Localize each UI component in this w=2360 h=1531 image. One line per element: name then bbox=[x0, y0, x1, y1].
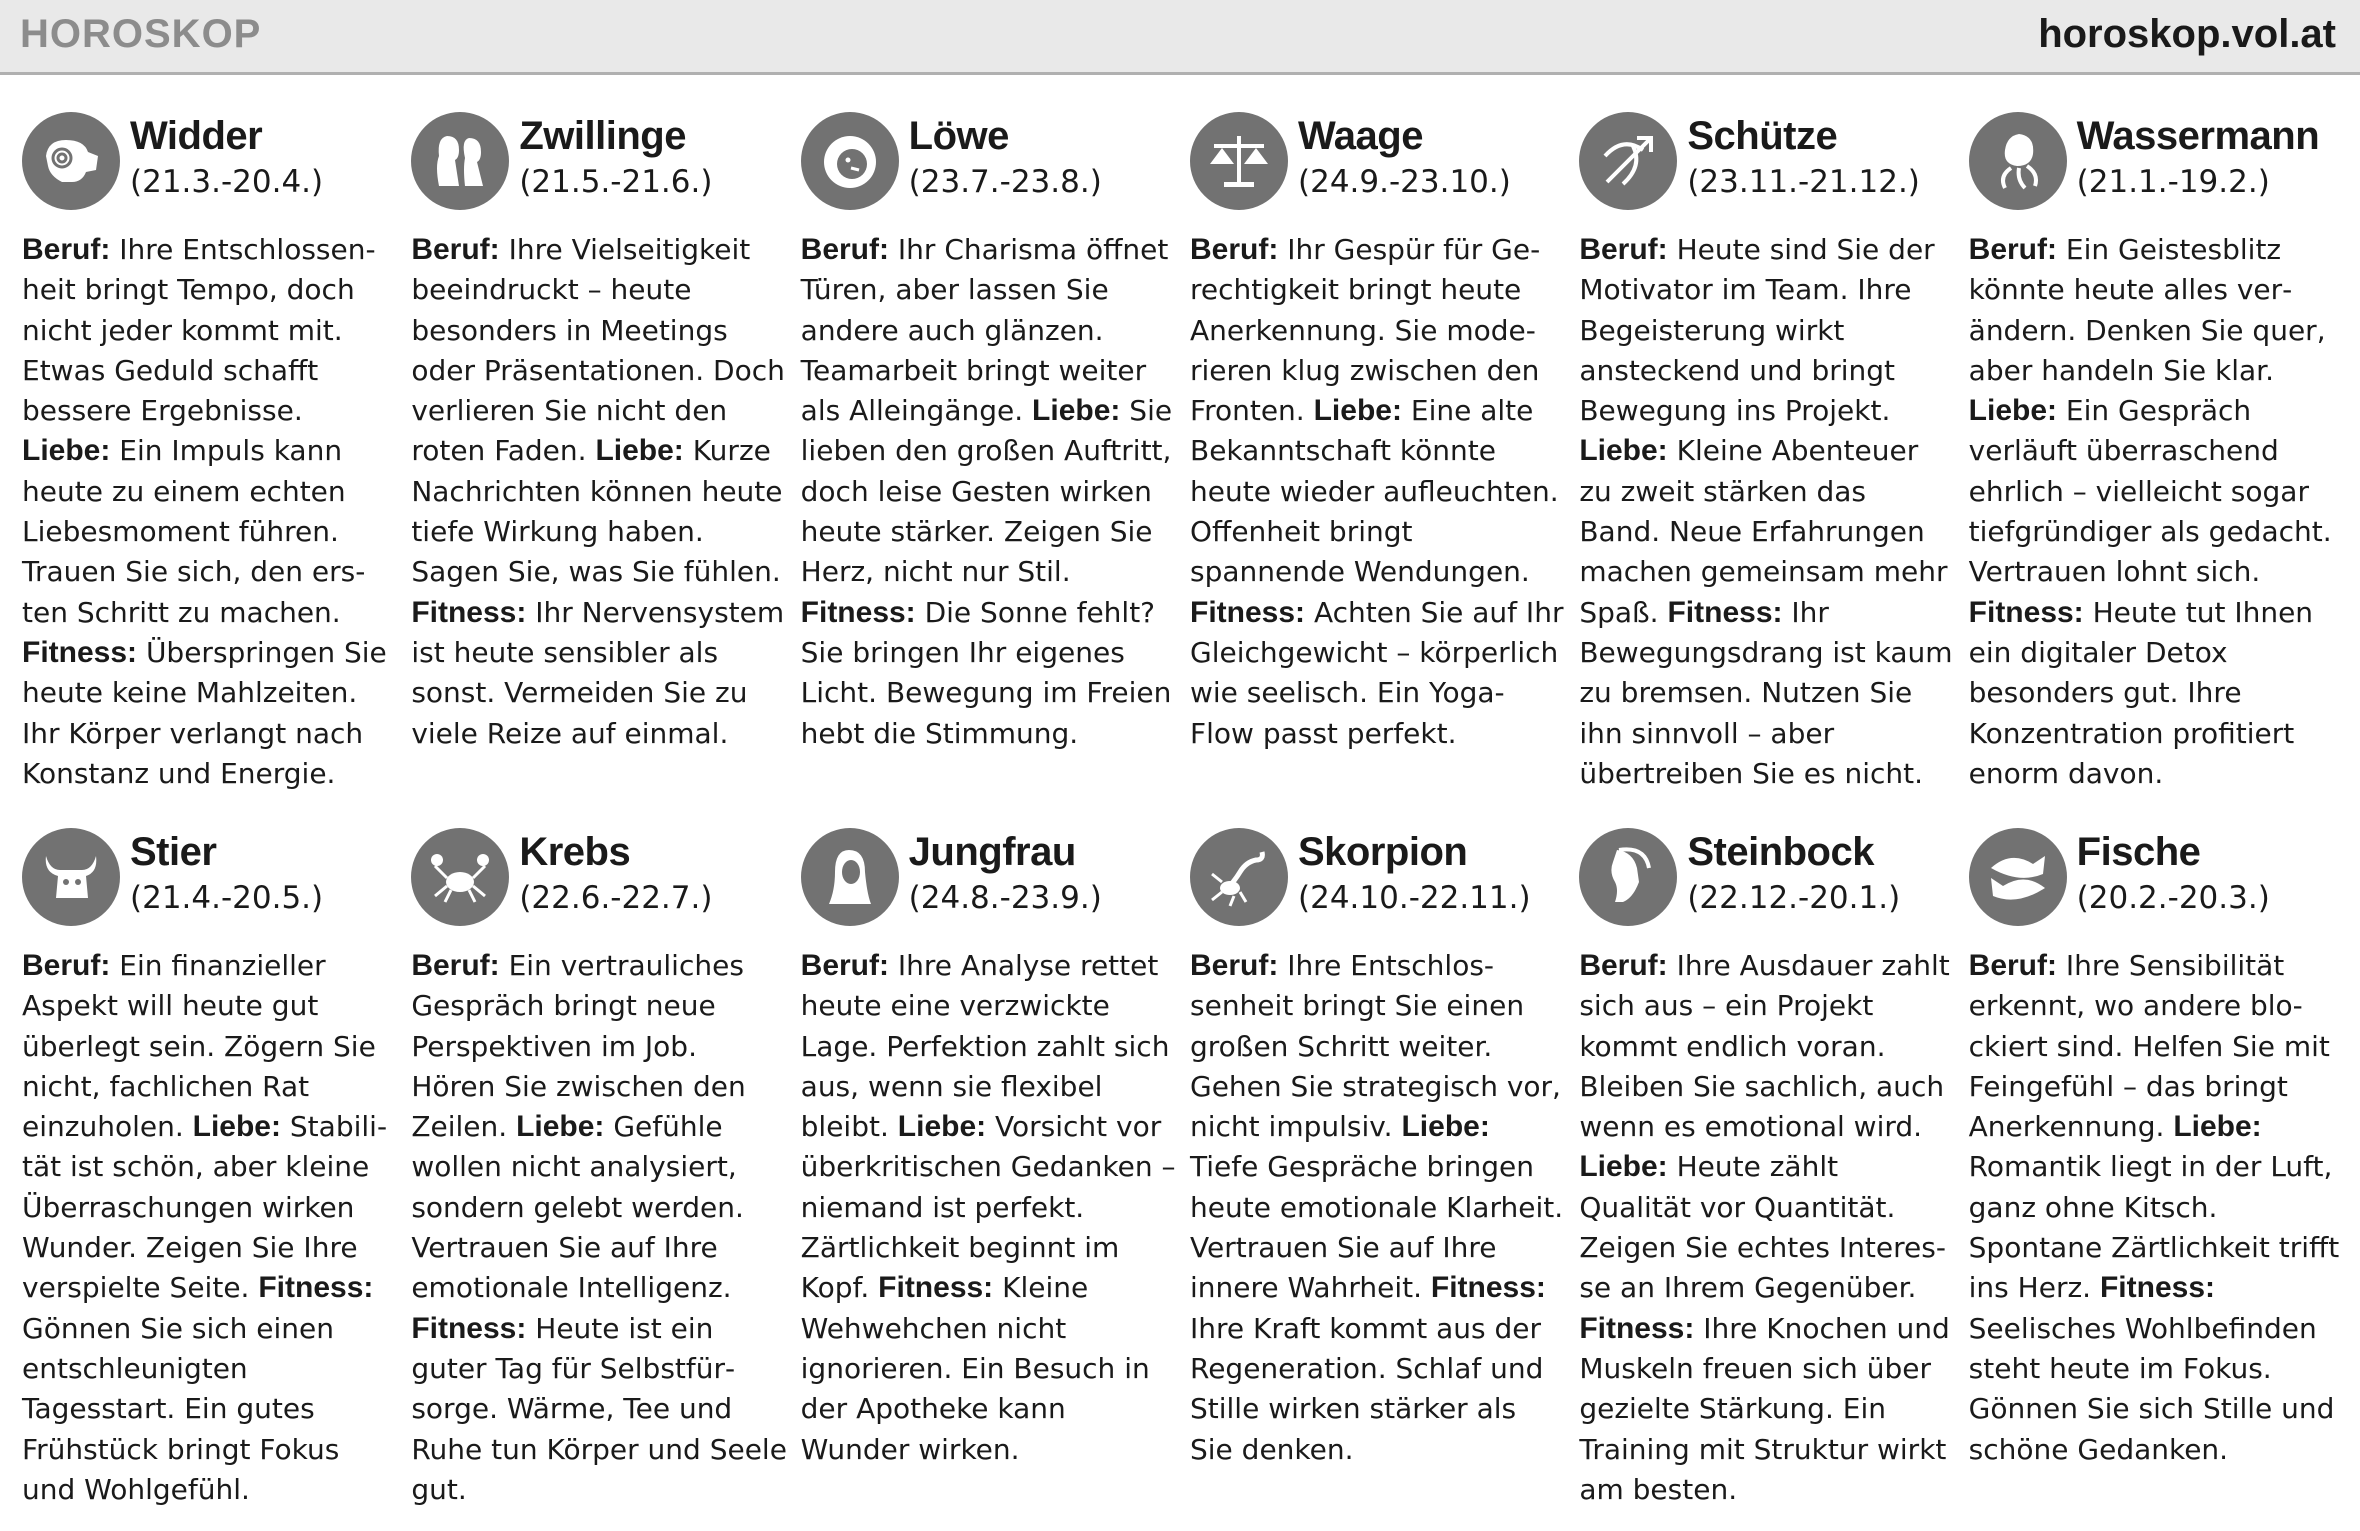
sign-text bbox=[1969, 946, 2345, 1470]
job-label: Beruf: bbox=[800, 949, 889, 982]
source-url[interactable]: horoskop.vol.at bbox=[2038, 12, 2336, 56]
header-bar bbox=[0, 0, 2360, 75]
job-label: Beruf: bbox=[22, 949, 111, 982]
fitness-text: Gönnen Sie sich einen entschleunigten Tagesstart. Ein gutes Frühstück bringt Fokus und Wohlgefühl. bbox=[22, 1311, 340, 1506]
job-label: Beruf: bbox=[411, 233, 500, 266]
job-text: Ihre Entschlossenheit bringt Sie einen großen Schritt weiter. Gehen Sie strategisch vor, nicht impulsiv. bbox=[1190, 949, 1561, 1144]
sign-text bbox=[1190, 230, 1566, 754]
sign-name: Krebs bbox=[519, 830, 631, 874]
sign-header bbox=[22, 822, 403, 946]
fitness-label: Fitness: bbox=[1430, 1271, 1546, 1305]
fitness-text: Heute tut Ihnen ein digitaler Detox besonders gut. Ihre Konzentration profitiert enorm davon. bbox=[1968, 595, 2314, 790]
sign-header bbox=[801, 822, 1182, 946]
love-label: Liebe: bbox=[1401, 1110, 1490, 1144]
fitness-label: Fitness: bbox=[22, 635, 138, 669]
page-title: HOROSKOP bbox=[20, 12, 262, 56]
sign-header bbox=[1579, 822, 1960, 946]
sign-text bbox=[1190, 946, 1566, 1470]
fitness-text: Kleine Wehwehchen nicht ignorieren. Ein Besuch in der Apotheke kann Wunder wirken. bbox=[800, 1271, 1150, 1466]
scales-icon bbox=[1190, 112, 1288, 210]
sign-header bbox=[1190, 106, 1571, 230]
job-label: Beruf: bbox=[411, 949, 500, 982]
sign-header bbox=[1969, 106, 2350, 230]
fitness-label: Fitness: bbox=[411, 595, 527, 629]
sign-header bbox=[411, 106, 792, 230]
fitness-label: Fitness: bbox=[411, 1311, 527, 1345]
sign-header bbox=[1190, 822, 1571, 946]
sign-name: Wassermann bbox=[2076, 114, 2320, 158]
sign-header bbox=[1969, 822, 2350, 946]
sign-dates: (22.12.-20.1.) bbox=[1687, 880, 1901, 916]
sign-header bbox=[1579, 106, 1960, 230]
job-label: Beruf: bbox=[1968, 233, 2057, 266]
sign-name: Schütze bbox=[1687, 114, 1838, 158]
ram-icon bbox=[22, 112, 120, 210]
fitness-label: Fitness: bbox=[1667, 595, 1783, 629]
water-bearer-icon bbox=[1969, 112, 2067, 210]
sign-card-2 bbox=[801, 106, 1182, 822]
sign-name: Widder bbox=[130, 114, 263, 158]
love-label: Liebe: bbox=[192, 1110, 281, 1144]
job-text: Ihre Entschlossenheit bringt Tempo, doch nicht jeder kommt mit. Etwas Geduld schafft bessere Ergebnisse. bbox=[22, 233, 376, 428]
sign-text bbox=[1969, 230, 2345, 794]
sign-dates: (21.5.-21.6.) bbox=[519, 164, 713, 200]
sign-text bbox=[801, 230, 1177, 754]
job-label: Beruf: bbox=[1190, 233, 1279, 266]
sign-text bbox=[22, 946, 398, 1510]
love-text: Vorsicht vor überkritischen Gedanken – niemand ist perfekt. Zärtlichkeit beginnt im Kopf. bbox=[800, 1110, 1176, 1305]
twins-icon bbox=[411, 112, 509, 210]
job-text: Ihre Analyse rettet heute eine verzwickte Lage. Perfektion zahlt sich aus, wenn sie flexibel bleibt. bbox=[800, 949, 1170, 1144]
job-label: Beruf: bbox=[800, 233, 889, 266]
fish-icon bbox=[1969, 828, 2067, 926]
job-text: Ein vertrauliches Gespräch bringt neue Perspektiven im Job. Hören Sie zwischen den Zeilen. bbox=[411, 949, 746, 1144]
job-text: Ein Geistesblitz könnte heute alles verändern. Denken Sie quer, aber handeln Sie klar. bbox=[1968, 233, 2326, 387]
goat-icon bbox=[1579, 828, 1677, 926]
love-label: Liebe: bbox=[1968, 394, 2058, 428]
love-text: Stabilität ist schön, aber kleine Überraschungen wirken Wunder. Zeigen Sie Ihre verspielte Seite. bbox=[22, 1110, 388, 1305]
job-label: Beruf: bbox=[1190, 949, 1279, 982]
love-label: Liebe: bbox=[595, 434, 684, 468]
job-text: Ihre Ausdauer zahlt sich aus – ein Projekt kommt endlich voran. Bleiben Sie sachlich, auch wenn es emotional wird. bbox=[1579, 949, 1950, 1144]
sign-text bbox=[801, 946, 1177, 1470]
fitness-text: Achten Sie auf Ihr Gleichgewicht – körperlich wie seelisch. Ein Yoga-Flow passt perfekt. bbox=[1190, 595, 1564, 750]
archer-icon bbox=[1579, 112, 1677, 210]
sign-card-11 bbox=[1969, 822, 2350, 1522]
job-text: Ihre Sensibilität erkennt, wo andere blockiert sind. Helfen Sie mit Feingefühl – das bringt Anerkennung. bbox=[1968, 949, 2330, 1144]
love-text: Ein Gespräch verläuft überraschend ehrlich – vielleicht sogar tiefgründiger als gedacht. Vertrauen lohnt sich. bbox=[1968, 394, 2332, 589]
sign-dates: (21.3.-20.4.) bbox=[130, 164, 324, 200]
fitness-text: Seelisches Wohlbefinden steht heute im Fokus. Gönnen Sie sich Stille und schöne Gedanken. bbox=[1968, 1311, 2335, 1466]
fitness-text: Ihr Nervensystem ist heute sensibler als sonst. Vermeiden Sie zu viele Reize auf einmal. bbox=[411, 595, 785, 750]
fitness-text: Ihre Knochen und Muskeln freuen sich über gezielte Stärkung. Ein Training mit Struktur wirkt am besten. bbox=[1579, 1311, 1950, 1506]
love-label: Liebe: bbox=[516, 1110, 605, 1144]
sign-card-5 bbox=[1969, 106, 2350, 822]
job-label: Beruf: bbox=[1579, 233, 1668, 266]
job-text: Ein finanzieller Aspekt will heute gut überlegt sein. Zögern Sie nicht, fachlichen Rat einzuholen. bbox=[22, 949, 376, 1144]
love-label: Liebe: bbox=[897, 1110, 987, 1144]
love-text: Gefühle wollen nicht analysiert, sondern gelebt werden. Vertrauen Sie auf Ihre emotionale Intelligenz. bbox=[411, 1110, 744, 1305]
sign-name: Fische bbox=[2076, 830, 2201, 874]
love-text: Tiefe Gespräche bringen heute emotionale Klarheit. Vertrauen Sie auf Ihre innere Wahrheit. bbox=[1190, 1150, 1564, 1305]
scorpion-icon bbox=[1190, 828, 1288, 926]
love-label: Liebe: bbox=[1579, 1150, 1668, 1184]
sign-dates: (24.10.-22.11.) bbox=[1298, 880, 1531, 916]
sign-name: Löwe bbox=[908, 114, 1009, 158]
fitness-label: Fitness: bbox=[258, 1271, 374, 1305]
job-text: Ihr Gespür für Gerechtigkeit bringt heute Anerkennung. Sie moderieren klug zwischen den Fronten. bbox=[1190, 233, 1541, 428]
love-text: Romantik liegt in der Luft, ganz ohne Kitsch. Spontane Zärtlichkeit trifft ins Herz. bbox=[1968, 1150, 2340, 1305]
job-label: Beruf: bbox=[1579, 949, 1668, 982]
sign-text bbox=[411, 946, 787, 1510]
sign-card-1 bbox=[411, 106, 792, 822]
fitness-text: Überspringen Sie heute keine Mahlzeiten. Ihr Körper verlangt nach Konstanz und Energie. bbox=[22, 635, 387, 790]
sign-card-3 bbox=[1190, 106, 1571, 822]
fitness-text: Ihr Bewegungsdrang ist kaum zu bremsen. Nutzen Sie ihn sinnvoll – aber übertreiben Sie es nicht. bbox=[1579, 595, 1953, 790]
sign-card-6 bbox=[22, 822, 403, 1522]
bull-icon bbox=[22, 828, 120, 926]
sign-text bbox=[1579, 230, 1955, 794]
love-label: Liebe: bbox=[1579, 434, 1668, 468]
love-text: Kurze Nachrichten können heute tiefe Wirkung haben. Sagen Sie, was Sie fühlen. bbox=[411, 434, 783, 589]
sign-header bbox=[411, 822, 792, 946]
sign-name: Stier bbox=[130, 830, 217, 874]
job-text: Ihr Charisma öffnet Türen, aber lassen Sie andere auch glänzen. Teamarbeit bringt weiter als Alleingänge. bbox=[800, 233, 1169, 428]
love-label: Liebe: bbox=[2173, 1110, 2262, 1144]
fitness-label: Fitness: bbox=[878, 1271, 994, 1305]
fitness-text: Heute ist ein guter Tag für Selbstfürsorge. Wärme, Tee und Ruhe tun Körper und Seele gut. bbox=[411, 1311, 787, 1506]
love-text: Kleine Abenteuer zu zweit stärken das Band. Neue Erfahrungen machen gemeinsam mehr Spaß. bbox=[1579, 434, 1948, 629]
fitness-label: Fitness: bbox=[2099, 1271, 2215, 1305]
love-text: Sie lieben den großen Auftritt, doch leise Gesten wirken heute stärker. Zeigen Sie Herz, nicht nur Stil. bbox=[800, 394, 1173, 589]
fitness-label: Fitness: bbox=[1190, 595, 1306, 629]
love-text: Ein Impuls kann heute zu einem echten Liebesmoment führen. Trauen Sie sich, den ersten Schritt zu machen. bbox=[22, 434, 366, 629]
sign-dates: (24.9.-23.10.) bbox=[1298, 164, 1511, 200]
fitness-label: Fitness: bbox=[1968, 595, 2084, 629]
sign-dates: (21.1.-19.2.) bbox=[2076, 164, 2270, 200]
sign-card-0 bbox=[22, 106, 403, 822]
sign-dates: (23.7.-23.8.) bbox=[908, 164, 1102, 200]
sign-dates: (22.6.-22.7.) bbox=[519, 880, 713, 916]
virgin-icon bbox=[801, 828, 899, 926]
sign-header bbox=[801, 106, 1182, 230]
sign-name: Waage bbox=[1298, 114, 1423, 158]
sign-dates: (24.8.-23.9.) bbox=[908, 880, 1102, 916]
job-text: Ihre Vielseitigkeit beeindruckt – heute besonders in Meetings oder Präsentationen. Doch verlieren Sie nicht den roten Faden. bbox=[411, 233, 785, 468]
love-label: Liebe: bbox=[22, 434, 111, 468]
love-label: Liebe: bbox=[1032, 394, 1121, 428]
lion-icon bbox=[801, 112, 899, 210]
sign-text bbox=[22, 230, 398, 794]
sign-name: Skorpion bbox=[1298, 830, 1468, 874]
sign-header bbox=[22, 106, 403, 230]
sign-card-10 bbox=[1579, 822, 1960, 1522]
sign-name: Jungfrau bbox=[908, 830, 1076, 874]
job-label: Beruf: bbox=[1968, 949, 2057, 982]
crab-icon bbox=[411, 828, 509, 926]
love-text: Heute zählt Qualität vor Quantität. Zeigen Sie echtes Interesse an Ihrem Gegenüber. bbox=[1579, 1150, 1946, 1305]
sign-text bbox=[411, 230, 787, 754]
sign-card-9 bbox=[1190, 822, 1571, 1522]
fitness-text: Die Sonne fehlt? Sie bringen Ihr eigenes Licht. Bewegung im Freien hebt die Stimmung. bbox=[800, 595, 1172, 750]
sign-card-8 bbox=[801, 822, 1182, 1522]
sign-name: Steinbock bbox=[1687, 830, 1874, 874]
sign-dates: (21.4.-20.5.) bbox=[130, 880, 324, 916]
sign-dates: (20.2.-20.3.) bbox=[2076, 880, 2270, 916]
love-label: Liebe: bbox=[1313, 394, 1402, 428]
love-text: Eine alte Bekanntschaft könnte heute wieder aufleuchten. Offenheit bringt spannende Wendungen. bbox=[1190, 394, 1559, 589]
job-label: Beruf: bbox=[22, 233, 111, 266]
sign-card-7 bbox=[411, 822, 792, 1522]
sign-text bbox=[1579, 946, 1955, 1510]
sign-name: Zwillinge bbox=[519, 114, 686, 158]
job-text: Heute sind Sie der Motivator im Team. Ihre Begeisterung wirkt ansteckend und bringt Bewegung ins Projekt. bbox=[1579, 233, 1935, 428]
sign-card-4 bbox=[1579, 106, 1960, 822]
fitness-label: Fitness: bbox=[1579, 1311, 1695, 1345]
fitness-text: Ihre Kraft kommt aus der Regeneration. Schlaf und Stille wirken stärker als Sie denken. bbox=[1190, 1311, 1544, 1466]
fitness-label: Fitness: bbox=[800, 595, 916, 629]
sign-dates: (23.11.-21.12.) bbox=[1687, 164, 1920, 200]
horoscope-grid bbox=[22, 106, 2350, 1522]
